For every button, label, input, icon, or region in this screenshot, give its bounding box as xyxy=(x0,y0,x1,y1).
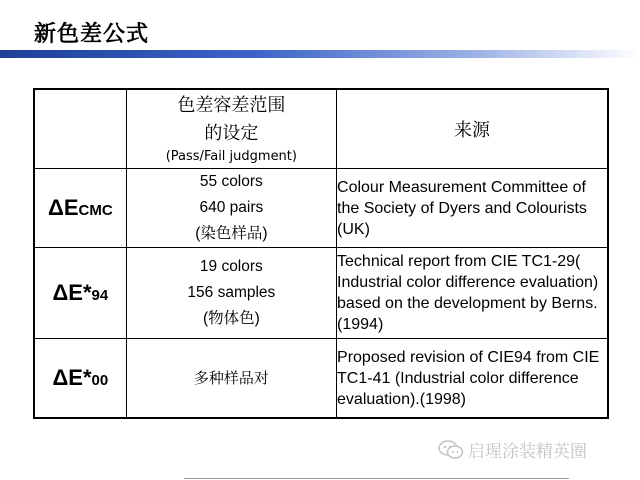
source-text: Technical report from CIE TC1-29( Industrial color difference evaluation) based on the development by Berns.(1994) xyxy=(337,253,599,333)
table-row xyxy=(34,248,608,339)
color-difference-table xyxy=(33,88,609,419)
watermark-text: 启瑆涂装精英圈 xyxy=(468,442,587,462)
header-source-label: 来源 xyxy=(454,120,490,141)
header-tolerance-line1: 色差容差范围 xyxy=(177,95,286,116)
table-row xyxy=(34,169,608,248)
header-empty-cell xyxy=(34,89,126,169)
wechat-icon xyxy=(438,440,464,465)
spec-line: 19 colors xyxy=(199,258,263,275)
spec-line: 多种样品对 xyxy=(193,369,269,387)
spec-line: 55 colors xyxy=(199,173,263,190)
spec-line: (物体色) xyxy=(202,310,260,327)
header-tolerance-cell xyxy=(126,89,336,169)
table-row xyxy=(34,339,608,419)
header-tolerance-line2: 的设定 xyxy=(204,123,259,144)
source-cell xyxy=(337,248,608,339)
header-source-cell xyxy=(337,89,608,169)
formula-symbol: ΔE xyxy=(48,195,79,220)
source-cell xyxy=(337,339,608,419)
spec-line: 156 samples xyxy=(187,284,276,301)
tolerance-spec-cell xyxy=(126,339,336,419)
formula-subscript: 00 xyxy=(91,372,109,389)
source-text: Proposed revision of CIE94 from CIE TC1-41 (Industrial color difference evaluation).(1998) xyxy=(337,348,600,408)
table-header-row xyxy=(34,89,608,169)
formula-symbol-cell xyxy=(34,169,126,248)
tolerance-spec-cell xyxy=(126,248,336,339)
header-tolerance-en: (Pass/Fail judgment) xyxy=(165,149,297,164)
spec-line: 640 pairs xyxy=(199,199,264,216)
page-title: 新色差公式 xyxy=(34,22,150,47)
tolerance-spec-cell xyxy=(126,169,336,248)
source-cell xyxy=(337,169,608,248)
source-text: Colour Measurement Committee of the Society of Dyers and Colourists (UK) xyxy=(337,178,587,238)
title-underline-bar xyxy=(0,50,640,58)
bottom-divider xyxy=(184,478,569,479)
formula-subscript: 94 xyxy=(91,287,109,304)
formula-symbol-cell xyxy=(34,339,126,419)
formula-symbol: ΔE* xyxy=(52,280,92,305)
spec-line: (染色样品) xyxy=(195,225,268,242)
formula-symbol-cell xyxy=(34,248,126,339)
watermark xyxy=(438,437,587,465)
formula-subscript: CMC xyxy=(78,202,113,219)
formula-symbol: ΔE* xyxy=(52,365,92,390)
